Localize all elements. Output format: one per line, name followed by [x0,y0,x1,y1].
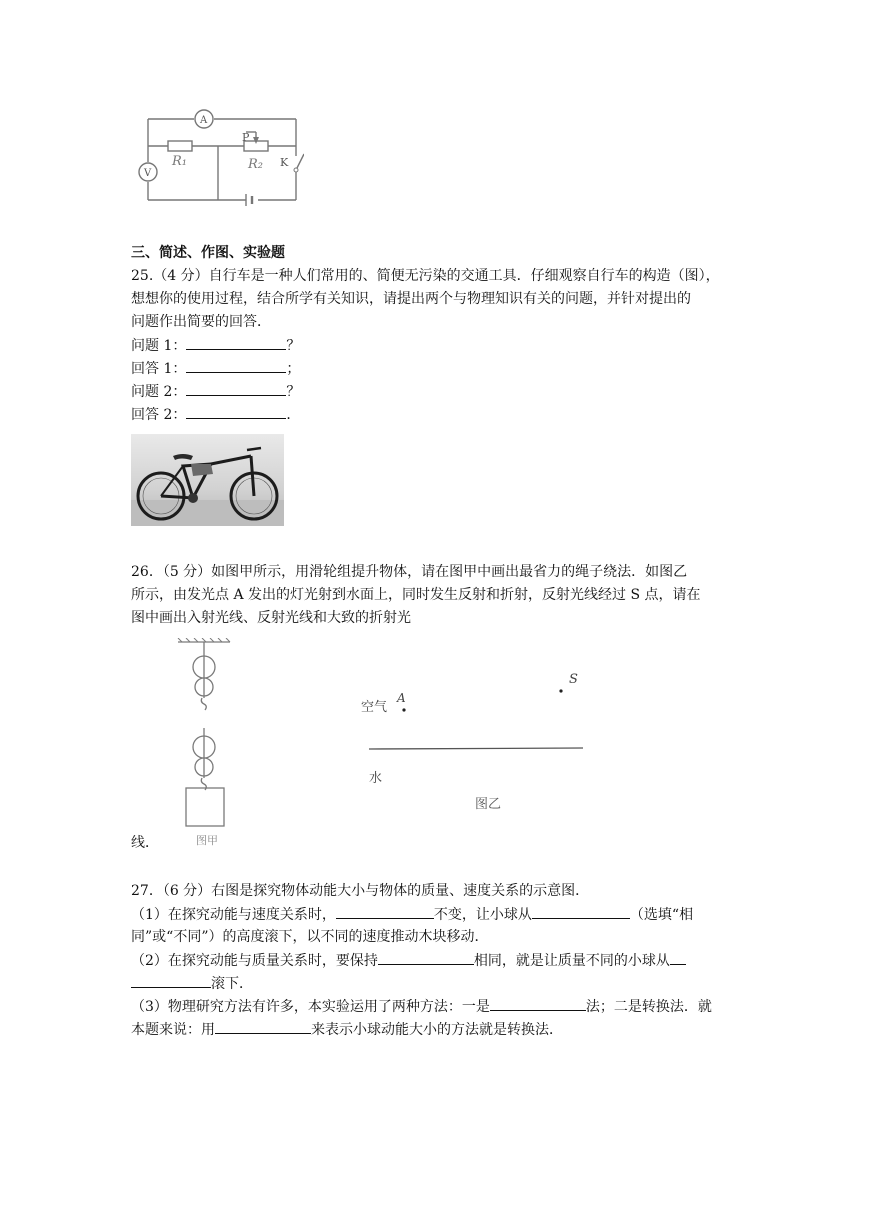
q27-part-1-blank-1[interactable] [336,903,434,919]
q25-text-line-2: 想想你的使用过程，结合所学有关知识，请提出两个与物理知识有关的问题，并针对提出的 [131,291,691,307]
q27-text-line-1: 27．（6 分）右图是探究物体动能大小与物体的质量、速度关系的示意图． [131,883,590,899]
q27-part-2-blank-2-start[interactable] [670,949,686,965]
q25-question-2-label: 问题 2： [131,384,187,400]
q25-text-line-1: 25.（4 分）自行车是一种人们常用的、简便无污染的交通工具．仔细观察自行车的构造（图）， [131,268,720,284]
point-a-label: A [397,691,406,705]
q25-answer-2-label: 回答 2： [131,407,187,423]
q25-text-line-3: 问题作出简要的回答． [131,314,271,330]
q27-part-3-blank-1[interactable] [490,995,586,1011]
q25-question-1-blank[interactable] [186,334,286,350]
q25-question-2 [131,380,300,403]
q27-part-3-text-d: 来表示小球动能大小的方法就是转换法． [311,1022,563,1038]
q27-part-2-blank-1[interactable] [378,949,474,965]
q27-part-1-line-1 [131,903,693,926]
ammeter-label: A [200,115,208,126]
refraction-figure [355,660,595,820]
pulley-figure [172,638,262,850]
q25-answer-1-label: 回答 1： [131,361,187,377]
q26-text-line-4: 线． [131,835,159,851]
q26-text-line-2: 所示，由发光点 A 发出的灯光射到水面上，同时发生反射和折射，反射光线经过 S 点，请在 [131,587,701,603]
q25-answer-2 [131,403,300,426]
q27-part-1-blank-2[interactable] [532,903,630,919]
pulley-figure-caption: 图甲 [196,834,218,847]
q25-answer-1-blank[interactable] [186,357,286,373]
air-label: 空气 [361,700,388,715]
q27-part-1-text-a: （1）在探究动能与速度关系时， [131,907,336,923]
bicycle-photo [131,434,284,526]
q25-question-1-label: 问题 1： [131,338,187,354]
q27-part-2-text-b: 相同，就是让质量不同的小球从 [473,953,670,969]
point-s-label: S [569,672,578,687]
r2-label: R₂ [248,157,263,172]
q27-part-2-blank-2[interactable] [131,972,211,988]
r1-label: R₁ [172,154,187,169]
q25-question-2-end: ？ [286,384,301,400]
q27-part-3-text-c: 本题来说：用 [131,1022,215,1038]
q25-answer-1-end: ； [286,361,301,377]
switch-label: K [280,156,289,169]
q25-question-2-blank[interactable] [186,380,286,396]
q27-part-3-blank-2[interactable] [215,1018,311,1034]
q25-answer-2-blank[interactable] [186,403,286,419]
q25-question-1-end: ？ [286,338,301,354]
q25-answer-2-end: ． [286,407,301,423]
q27-part-3-text-b: 法；二是转换法．就 [585,999,712,1015]
q27-part-1-text-c: （选填“相 [629,907,694,923]
q27-part-2-line-1 [131,949,686,972]
q27-part-2-line-2 [131,972,253,995]
refraction-figure-caption: 图乙 [475,797,502,812]
q27-part-1-text-b: 不变，让小球从 [433,907,532,923]
circuit-diagram [134,108,304,218]
q25-question-1 [131,334,300,357]
q27-part-1-line-2: 同”或“不同”）的高度滚下，以不同的速度推动木块移动． [131,929,489,945]
q27-part-3-line-1 [131,995,712,1018]
section-heading: 三、简述、作图、实验题 [131,245,285,261]
voltmeter-label: V [144,168,152,179]
q26-text-line-1: 26．（5 分）如图甲所示，用滑轮组提升物体，请在图甲中画出最省力的绳子绕法．如图乙 [131,564,688,580]
q25-answer-1 [131,357,300,380]
q27-part-3-text-a: （3）物理研究方法有许多，本实验运用了两种方法：一是 [131,999,490,1015]
q27-part-2-text-c: 滚下． [211,976,253,992]
q26-text-line-3: 图中画出入射光线、反射光线和大致的折射光 [131,610,411,626]
water-label: 水 [369,771,383,786]
slider-label: P [242,131,250,144]
q27-part-2-text-a: （2）在探究动能与质量关系时，要保持 [131,953,378,969]
q27-part-3-line-2 [131,1018,563,1041]
